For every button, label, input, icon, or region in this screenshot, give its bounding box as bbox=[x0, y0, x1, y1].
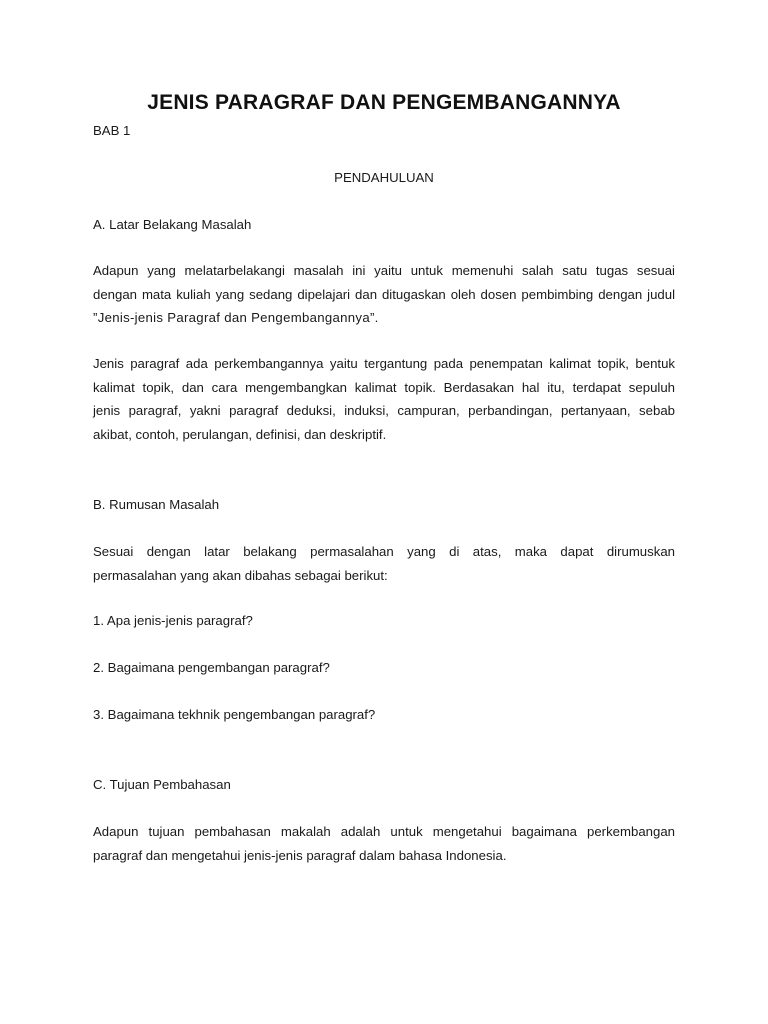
paragraph-line: jenis paragraf, yakni paragraf deduksi, induksi, campuran, perbandingan, pertanyaan, sebab bbox=[93, 403, 675, 418]
section-b-paragraph bbox=[93, 540, 675, 587]
document-title: JENIS PARAGRAF DAN PENGEMBANGANNYA bbox=[147, 91, 621, 114]
paragraph-line: ”Jenis-jenis Paragraf dan Pengembangannya”. bbox=[93, 310, 379, 325]
chapter-title: PENDAHULUAN bbox=[334, 170, 434, 185]
question-item-3: 3. Bagaimana tekhnik pengembangan paragraf? bbox=[93, 707, 376, 722]
section-a-paragraph-1 bbox=[93, 259, 675, 330]
paragraph-line: paragraf dan mengetahui jenis-jenis paragraf dalam bahasa Indonesia. bbox=[93, 847, 507, 863]
paragraph-line: permasalahan yang akan dibahas sebagai berikut: bbox=[93, 567, 388, 583]
paragraph-line: Sesuai dengan latar belakang permasalahan yang di atas, maka dapat dirumuskan bbox=[93, 544, 675, 559]
chapter-label: BAB 1 bbox=[93, 123, 131, 138]
question-item-2: 2. Bagaimana pengembangan paragraf? bbox=[93, 660, 330, 675]
paragraph-line: Jenis paragraf ada perkembangannya yaitu tergantung pada penempatan kalimat topik, bentuk bbox=[93, 356, 675, 371]
paragraph-line: akibat, contoh, perulangan, definisi, dan deskriptif. bbox=[93, 426, 387, 442]
paragraph-line: Adapun tujuan pembahasan makalah adalah untuk mengetahui bagaimana perkembangan bbox=[93, 824, 675, 839]
paragraph-line: dengan mata kuliah yang sedang dipelajari dan ditugaskan oleh dosen pembimbing dengan judul bbox=[93, 286, 675, 302]
section-b-heading: B. Rumusan Masalah bbox=[93, 497, 220, 512]
question-item-1: 1. Apa jenis-jenis paragraf? bbox=[93, 613, 253, 628]
paragraph-line: Adapun yang melatarbelakangi masalah ini yaitu untuk memenuhi salah satu tugas sesuai bbox=[93, 263, 675, 278]
paragraph-line: kalimat topik, dan cara mengembangkan kalimat topik. Berdasakan hal itu, terdapat sepuluh bbox=[93, 379, 675, 395]
section-a-paragraph-2 bbox=[93, 352, 675, 446]
section-a-heading: A. Latar Belakang Masalah bbox=[93, 217, 252, 232]
section-c-heading: C. Tujuan Pembahasan bbox=[93, 777, 231, 792]
section-c-paragraph bbox=[93, 820, 675, 867]
